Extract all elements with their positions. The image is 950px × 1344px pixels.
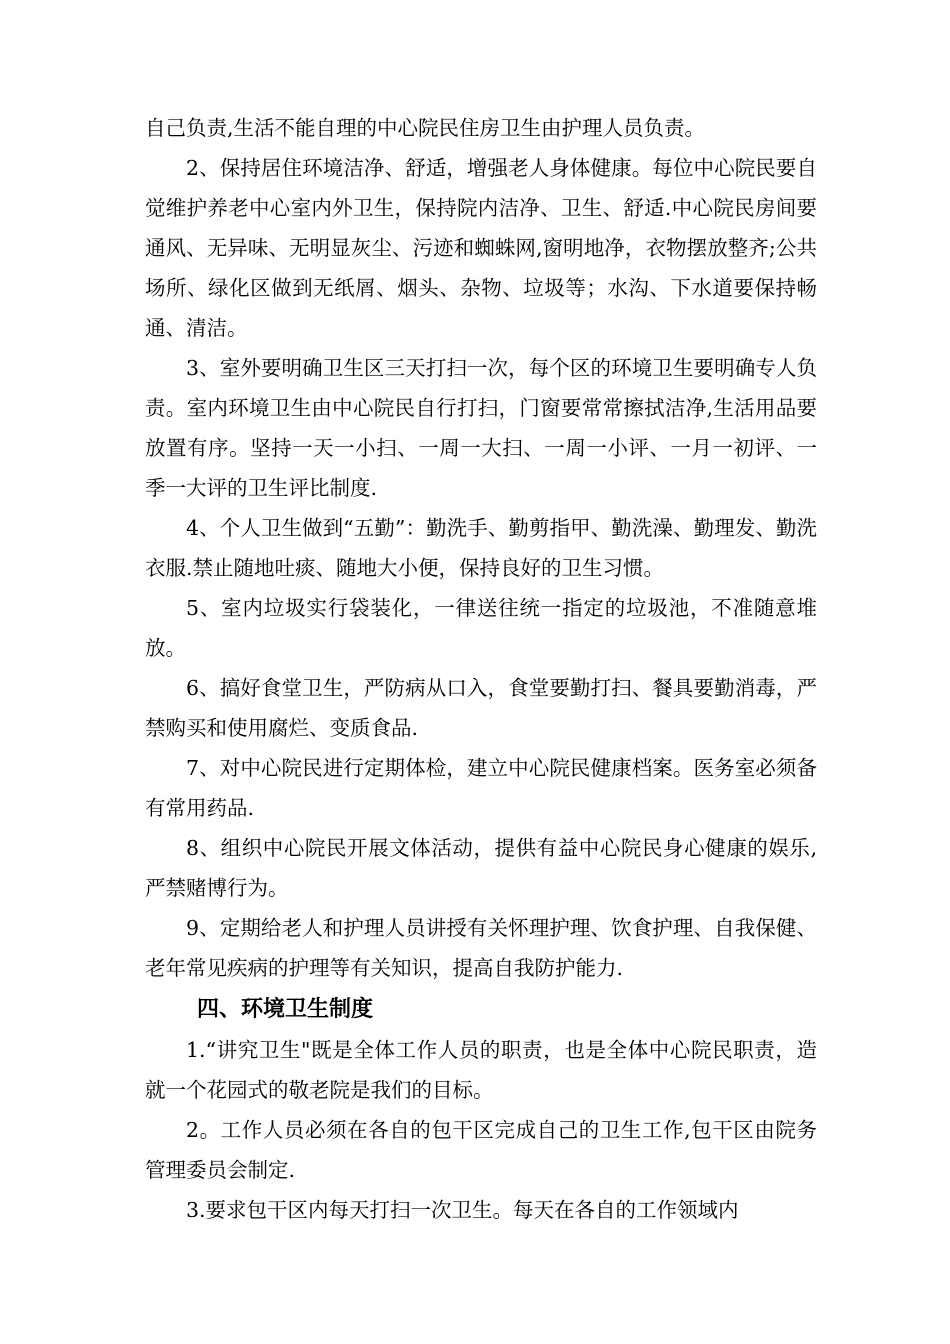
paragraph-item-7: 7、对中心院民进行定期体检，建立中心院民健康档案。医务室必须备有常用药品.	[145, 756, 817, 820]
paragraph-item-9: 9、定期给老人和护理人员讲授有关怀理护理、饮食护理、自我保健、老年常见疾病的护理等有关知识，提高自我防护能力.	[145, 916, 817, 980]
section-heading: 四、环境卫生制度	[197, 996, 374, 1022]
paragraph-item-4: 4、个人卫生做到“五勤”：勤洗手、勤剪指甲、勤洗澡、勤理发、勤洗衣服.禁止随地吐痰、随地大小便，保持良好的卫生习惯。	[145, 516, 817, 580]
paragraph-item-2: 2、保持居住环境洁净、舒适，增强老人身体健康。每位中心院民要自觉维护养老中心室内外卫生，保持院内洁净、卫生、舒适.中心院民房间要通风、无异味、无明显灰尘、污迹和蜘蛛网,窗明地净，衣物摆放整齐;公共场所、绿化区做到无纸屑、烟头、杂物、垃圾等；水沟、下水道要保持畅通、清洁。	[145, 156, 817, 340]
paragraph-continuation: 自己负责,生活不能自理的中心院民住房卫生由护理人员负责。	[145, 116, 706, 140]
paragraph-item-8: 8、组织中心院民开展文体活动，提供有益中心院民身心健康的娱乐,严禁赌博行为。	[145, 836, 817, 900]
document-body	[145, 108, 817, 1230]
paragraph-item-5: 5、室内垃圾实行袋装化，一律送往统一指定的垃圾池，不准随意堆放。	[145, 596, 817, 660]
paragraph-section-item-1: 1.“讲究卫生"既是全体工作人员的职责，也是全体中心院民职责，造就一个花园式的敬老院是我们的目标。	[145, 1038, 817, 1102]
paragraph-section-item-3: 3.要求包干区内每天打扫一次卫生。每天在各自的工作领域内	[186, 1198, 739, 1222]
paragraph-item-6: 6、搞好食堂卫生，严防病从口入，食堂要勤打扫、餐具要勤消毒，严禁购买和使用腐烂、变质食品.	[145, 676, 817, 740]
paragraph-section-item-2: 2。工作人员必须在各自的包干区完成自己的卫生工作,包干区由院务管理委员会制定.	[145, 1118, 817, 1182]
paragraph-item-3: 3、室外要明确卫生区三天打扫一次，每个区的环境卫生要明确专人负责。室内环境卫生由中心院民自行打扫，门窗要常常擦拭洁净,生活用品要放置有序。坚持一天一小扫、一周一大扫、一周一小评、一月一初评、一季一大评的卫生评比制度.	[145, 356, 817, 500]
